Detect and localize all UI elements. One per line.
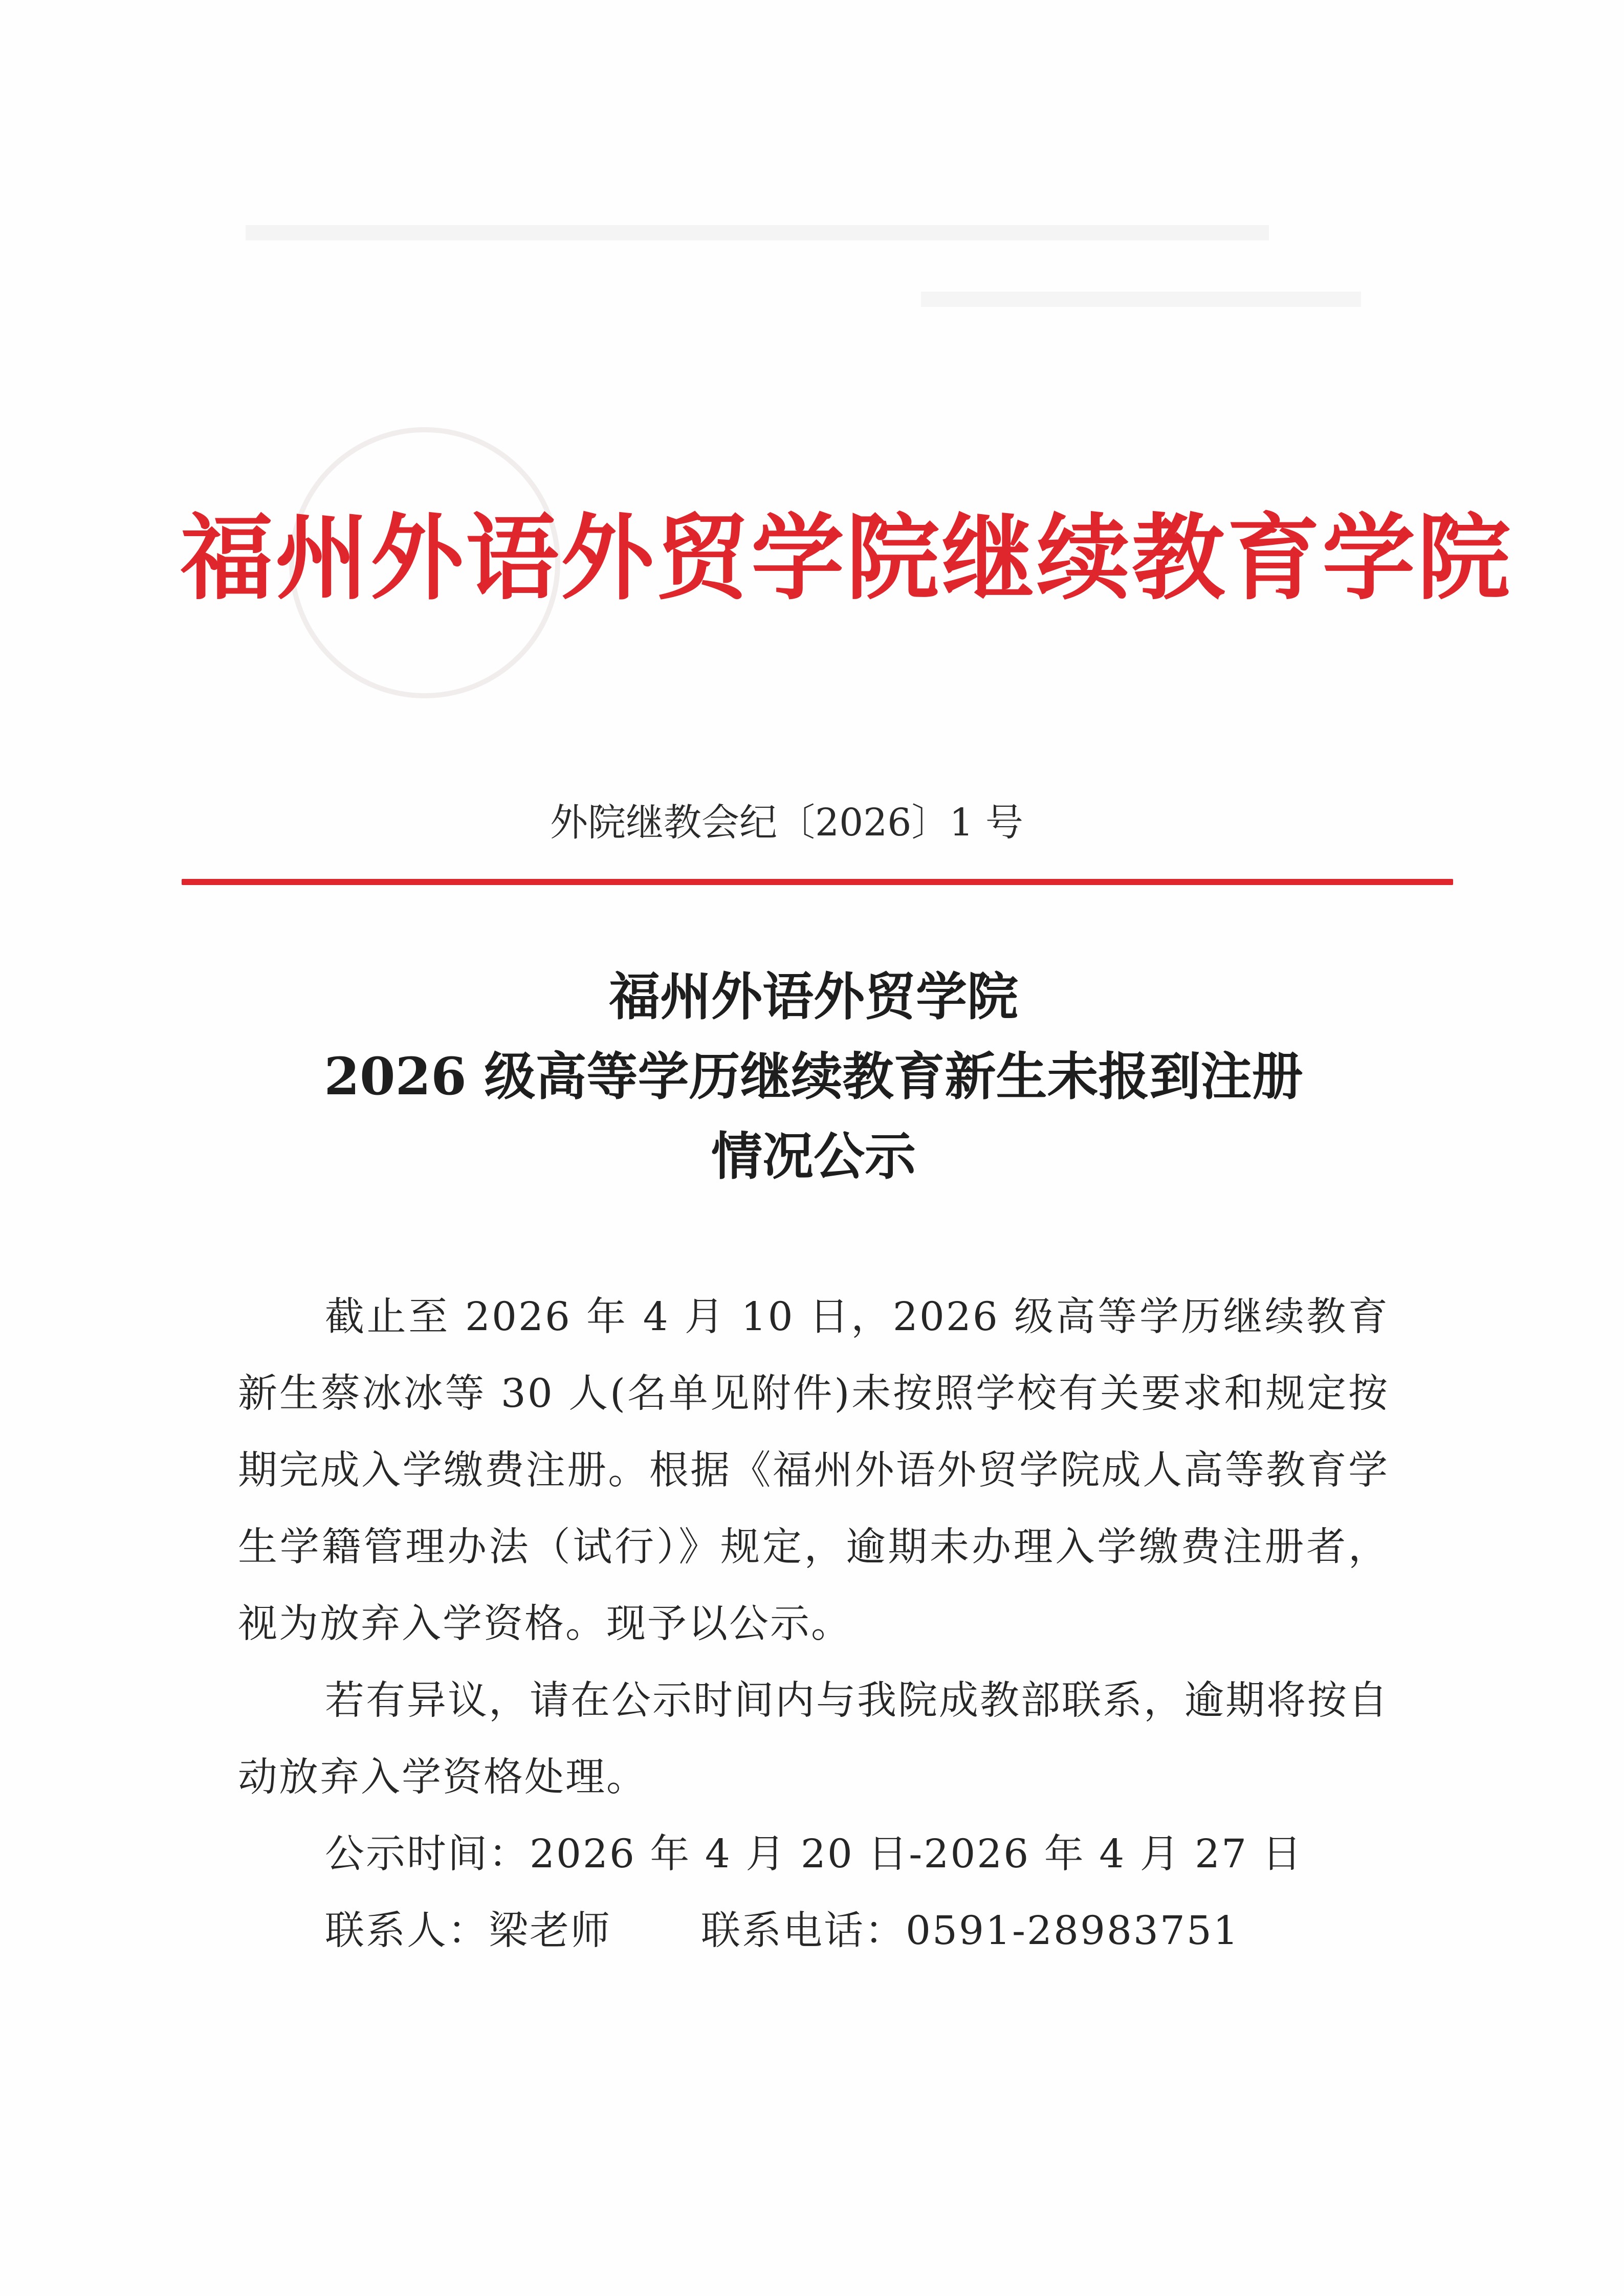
contact-person: 联系人：梁老师	[325, 1908, 611, 1954]
notice-title-line-2: 2026 级高等学历继续教育新生未报到注册	[324, 1046, 1303, 1107]
body-paragraph-2: 若有异议，请在公示时间内与我院成教部联系，逾期将按自动放弃入学资格处理。	[238, 1678, 1389, 1800]
publicity-period: 公示时间：2026 年 4 月 20 日-2026 年 4 月 27 日	[325, 1831, 1303, 1877]
contact-phone: 联系电话：0591-28983751	[701, 1908, 1240, 1954]
notice-title	[194, 957, 1433, 1196]
red-divider-line	[182, 879, 1453, 885]
document-number: 外院继教会纪〔2026〕1 号	[550, 801, 1023, 845]
contact-line	[238, 1893, 1389, 1970]
institution-header-title: 福州外语外贸学院继续教育学院	[180, 503, 1512, 612]
notice-title-line-3: 情况公示	[711, 1126, 916, 1186]
notice-body	[238, 1279, 1389, 1970]
body-paragraph-1: 截止至 2026 年 4 月 10 日，2026 级高等学历继续教育新生蔡冰冰等 30 人(名单见附件)未按照学校有关要求和规定按期完成入学缴费注册。根据《福州外语外贸学院成人高等教育学生学籍管理办法（试行）》规定，逾期未办理入学缴费注册者，视为放弃入学资格。现予以公示。	[238, 1294, 1389, 1647]
notice-title-line-1: 福州外语外贸学院	[609, 966, 1018, 1027]
